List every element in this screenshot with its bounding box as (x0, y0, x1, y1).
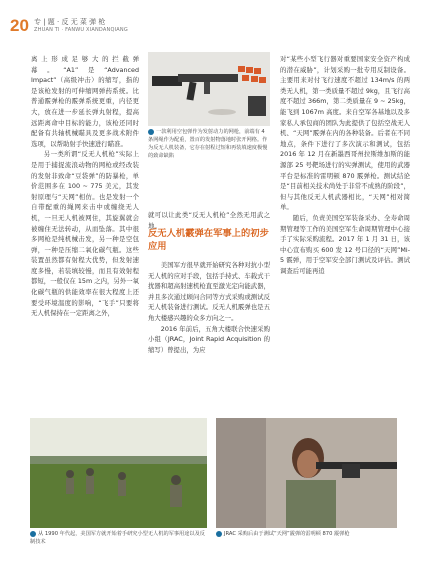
caption-bullet-icon (216, 531, 222, 537)
paragraph: 对“某些小型飞行器对重要国家安全资产构成的潜在威胁”，计划采购一批专用反制设备。主要用来对付飞行速度不超过 134m/s 的两类无人机，第一类质量不超过 9kg，且飞行高度不超过 366m，第二类质量在 9 ~ 25kg，能飞到 1067m 高度。来自空军各基地以及多家私人承包商的团队为此提供了包括空战无人机、“天网”霰弹在内的各种装备。后者在不同地点，条件下进行了多次演示和测试，包括 2016 年 12 月在新墨西哥州拉斯维加斯的能源部 25 号靶场进行的实弹测试，使用的武器平台是标准的雷明顿 870 霰弹枪。测试结论是“目前相关技术尚处于非常不成熟的阶段”，但与其他反无人机武器相比，“天网”相对简单。 (280, 55, 410, 212)
column-3 (280, 54, 410, 276)
soldier-photo-caption: JRAC 采购后由于测试“天网”霰弹的雷明顿 870 霰弹枪 (216, 530, 397, 538)
field-soldiers-image (30, 418, 207, 528)
paragraph: 离上形成足够大的拦截弹幕。“A1”是“Advanced Impact”（高级冲击）的缩写，指的是该枪发射的可伸缩网弹药系统。比普通霰弹枪的霰弹系统更重，内径更大，放在进一步延长弹丸射程，提高远距离命中目标的能力，该枪还同时配备有共轴机械瞄具及更多战术附件选项，以帮助射手快速进行瞄准。 (31, 55, 139, 148)
gun-photo-caption: 一款利用空包弹作为发射动力的网枪，前端有 4 条网绳作为配重，置百的发射物落地时张开网格。作为反无人机装备，它存在射程过短和再装填速度极慢的致命缺陷 (148, 129, 268, 159)
column-1 (31, 54, 139, 319)
soldier-aiming-photo (216, 418, 397, 528)
net-gun-photo (148, 52, 270, 126)
page-number: 20 (10, 16, 29, 35)
paragraph: 另一类所谓“反无人机枪”实际上是用于捕捉流浪动物的网枪或经改装的发射非致命“豆袋弹”的防暴枪，单价范围多在 100 ~ 775 美元，其发射原理与“天网”相仿。也是发射一个自带配重的绳网来击中或缠绕无人机，一旦无人机被网住，其旋翼就会被缠住无法转动，从而坠落。其中很多网枪是纯机械击发，另一种是空包弹，一种是压缩二氧化碳气瓶。这些装置虽然都有射程大优势，但发射速度多慢，若装填较慢，而且有效射程都短，一般仅在 15m 之内，另外一氧化碳气瓶的供能效率在很大程度上还要受环境温度的影响，“飞手”只要将无人机保持在一定距离之外， (31, 150, 139, 318)
section-pinyin: ZHUAN TI · FANWU XIANDANQIANG (34, 27, 128, 33)
column-2 (148, 260, 270, 355)
section-heading: 反无人机霰弹在军事上的初步应用 (148, 228, 269, 252)
caption-bullet-icon (148, 129, 154, 135)
caption-bullet-icon (30, 531, 36, 537)
field-soldiers-photo (30, 418, 207, 528)
field-photo-caption: 从 1990 年代起，美国军方就开始着手研究小型无人机的军事用途以及反制技术 (30, 531, 205, 545)
section-title: 专 | 题 · 反 无 菜 弹 枪 (34, 18, 106, 26)
paragraph: 就可以让此类“反无人机枪”全然无用武之地。 (148, 211, 270, 230)
page-header (0, 0, 427, 40)
paragraph: 2016 年前后，五角大楼联合快速采购小组（JRAC，Joint Rapid Acquisition 的缩写）曾提出，为应 (148, 324, 270, 354)
net-gun-image (148, 52, 270, 126)
soldier-aiming-image (216, 418, 397, 528)
paragraph: 随后，负责美国空军装备采办、全寿命周期管理等工作的美国空军生命周期管理中心接手了实际采购流程。2017 年 1 月 31 日，该中心宣布购买 600 发 12 号口径的“天网”Mi-5 霰弹，用于空军安全部门测试及评估。测试调查后可能再追 (280, 213, 410, 275)
paragraph: 美国军方很早就开始研究各种对抗小型无人机的应对手段，包括手持式、车载式干扰器和超高射速机枪直至激光定向能武器，并且多次通过顾问合同等方式采购或测试反无人机装备进行测试。反无人机霰弹也是五角大楼感兴趣的众多方向之一。 (148, 261, 270, 322)
